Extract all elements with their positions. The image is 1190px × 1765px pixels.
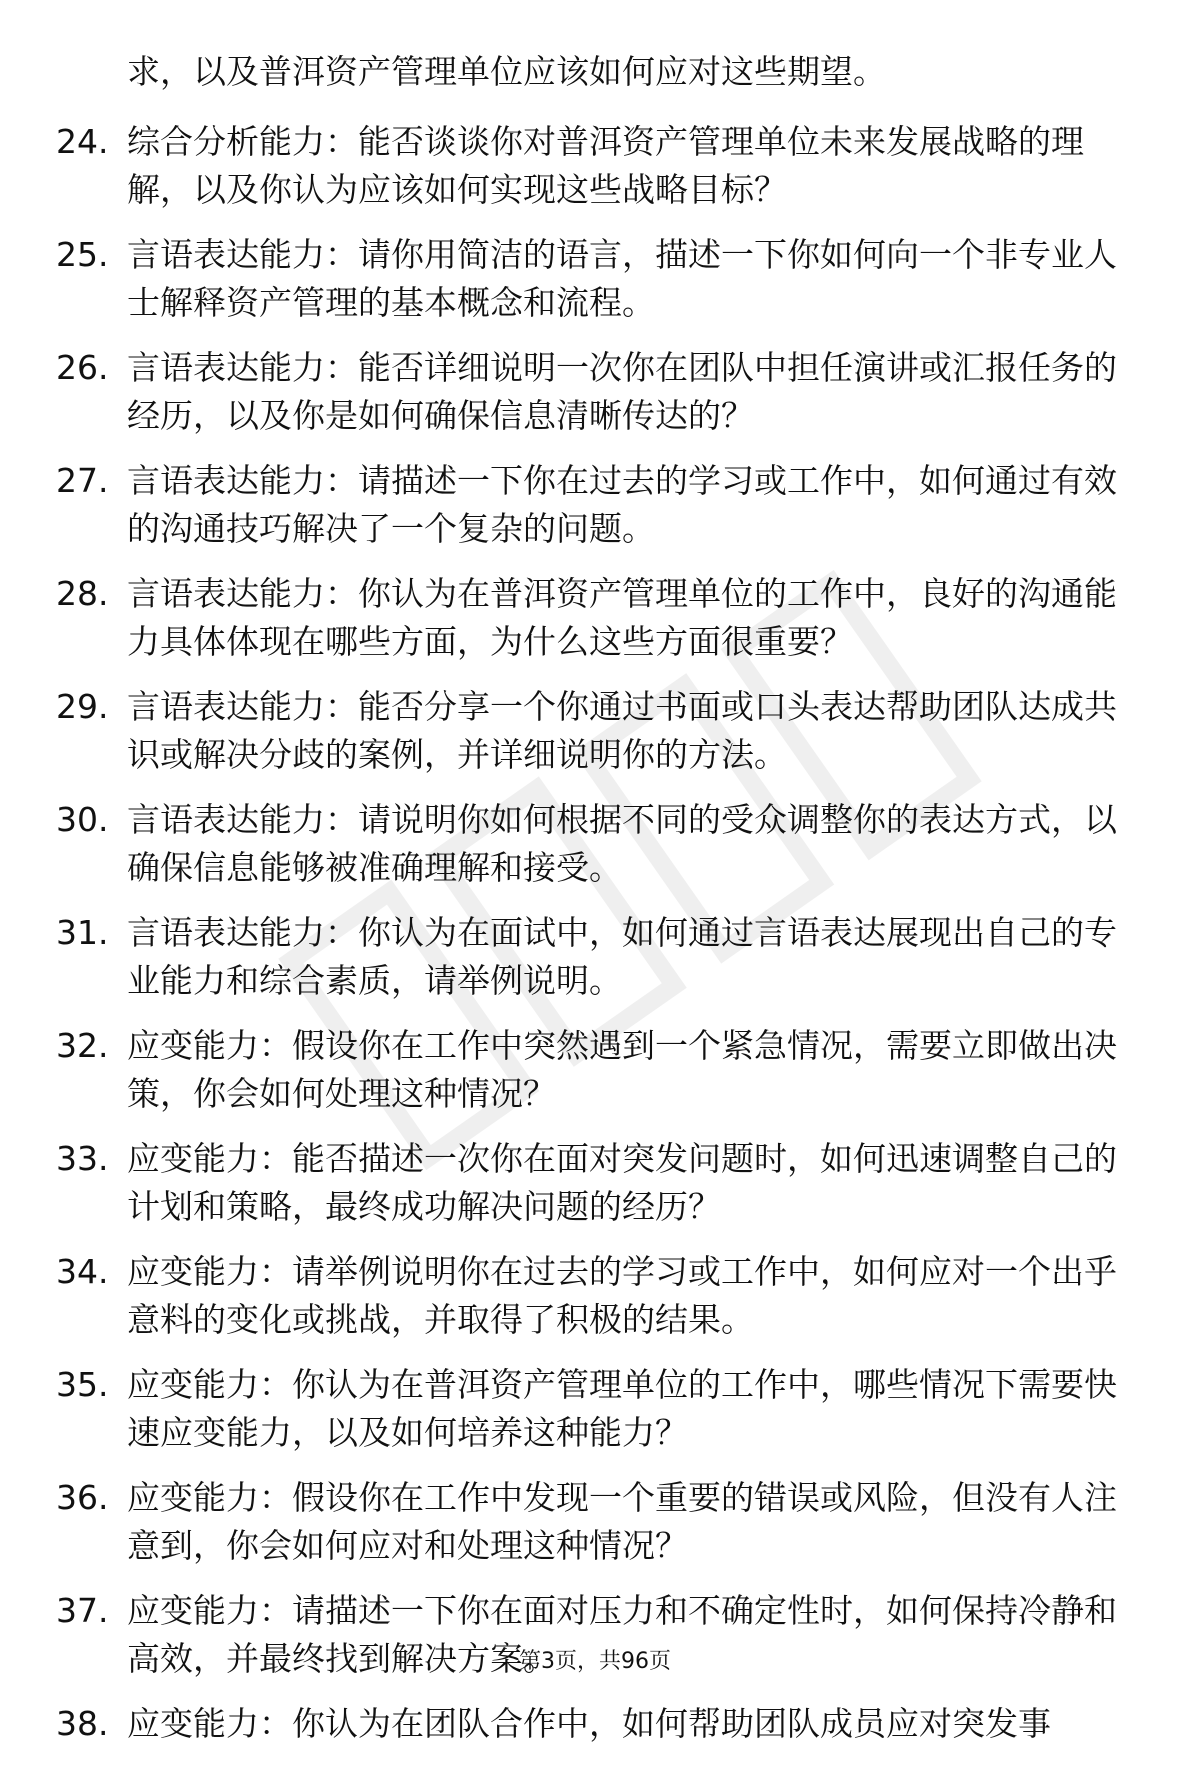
question-list bbox=[56, 118, 1126, 1765]
continued-question-text: 求，以及普洱资产管理单位应该如何应对这些期望。 bbox=[127, 52, 886, 91]
question-number: 27. bbox=[56, 461, 109, 500]
question-number: 31. bbox=[56, 913, 109, 952]
question-number: 36. bbox=[56, 1478, 109, 1517]
question-item bbox=[56, 344, 1126, 440]
question-number: 28. bbox=[56, 574, 109, 613]
question-item bbox=[56, 570, 1126, 666]
question-text: 应变能力：假设你在工作中发现一个重要的错误或风险，但没有人注意到，你会如何应对和处理这种情况？ bbox=[127, 1478, 1117, 1565]
question-text: 应变能力：请描述一下你在面对压力和不确定性时，如何保持冷静和高效，并最终找到解决方案。 bbox=[127, 1591, 1117, 1678]
question-item bbox=[56, 909, 1126, 1005]
question-text: 应变能力：请举例说明你在过去的学习或工作中，如何应对一个出乎意料的变化或挑战，并取得了积极的结果。 bbox=[127, 1252, 1117, 1339]
question-number: 32. bbox=[56, 1026, 109, 1065]
question-text: 应变能力：你认为在团队合作中，如何帮助团队成员应对突发事 bbox=[127, 1704, 1051, 1743]
question-text: 言语表达能力：能否分享一个你通过书面或口头表达帮助团队达成共识或解决分歧的案例，并详细说明你的方法。 bbox=[127, 687, 1117, 774]
question-item bbox=[56, 231, 1126, 327]
question-text: 应变能力：能否描述一次你在面对突发问题时，如何迅速调整自己的计划和策略，最终成功解决问题的经历？ bbox=[127, 1139, 1117, 1226]
question-text: 言语表达能力：能否详细说明一次你在团队中担任演讲或汇报任务的经历，以及你是如何确保信息清晰传达的？ bbox=[127, 348, 1117, 435]
question-item bbox=[56, 1022, 1126, 1118]
question-text: 言语表达能力：你认为在面试中，如何通过言语表达展现出自己的专业能力和综合素质，请举例说明。 bbox=[127, 913, 1117, 1000]
question-number: 26. bbox=[56, 348, 109, 387]
question-number: 35. bbox=[56, 1365, 109, 1404]
question-number: 30. bbox=[56, 800, 109, 839]
question-item bbox=[56, 1700, 1126, 1748]
question-item bbox=[56, 1248, 1126, 1344]
question-text: 言语表达能力：请你用简洁的语言，描述一下你如何向一个非专业人士解释资产管理的基本概念和流程。 bbox=[127, 235, 1117, 322]
question-number: 25. bbox=[56, 235, 109, 274]
question-item bbox=[56, 118, 1126, 214]
question-number: 38. bbox=[56, 1704, 109, 1743]
question-number: 29. bbox=[56, 687, 109, 726]
question-number: 24. bbox=[56, 122, 109, 161]
question-text: 言语表达能力：请描述一下你在过去的学习或工作中，如何通过有效的沟通技巧解决了一个复杂的问题。 bbox=[127, 461, 1117, 548]
question-text: 应变能力：假设你在工作中突然遇到一个紧急情况，需要立即做出决策，你会如何处理这种情况？ bbox=[127, 1026, 1117, 1113]
question-text: 言语表达能力：你认为在普洱资产管理单位的工作中，良好的沟通能力具体体现在哪些方面，为什么这些方面很重要？ bbox=[127, 574, 1117, 661]
question-item bbox=[56, 796, 1126, 892]
page-number-footer: 第3页，共96页 bbox=[519, 1649, 671, 1674]
question-item bbox=[56, 457, 1126, 553]
question-item bbox=[56, 683, 1126, 779]
question-item bbox=[56, 1474, 1126, 1570]
question-text: 应变能力：你认为在普洱资产管理单位的工作中，哪些情况下需要快速应变能力，以及如何培养这种能力？ bbox=[127, 1365, 1117, 1452]
question-text: 综合分析能力：能否谈谈你对普洱资产管理单位未来发展战略的理解，以及你认为应该如何实现这些战略目标？ bbox=[127, 122, 1084, 209]
question-text: 言语表达能力：请说明你如何根据不同的受众调整你的表达方式，以确保信息能够被准确理解和接受。 bbox=[127, 800, 1117, 887]
question-number: 34. bbox=[56, 1252, 109, 1291]
question-number: 33. bbox=[56, 1139, 109, 1178]
question-number: 37. bbox=[56, 1591, 109, 1630]
question-item bbox=[56, 1135, 1126, 1231]
question-item bbox=[56, 1361, 1126, 1457]
